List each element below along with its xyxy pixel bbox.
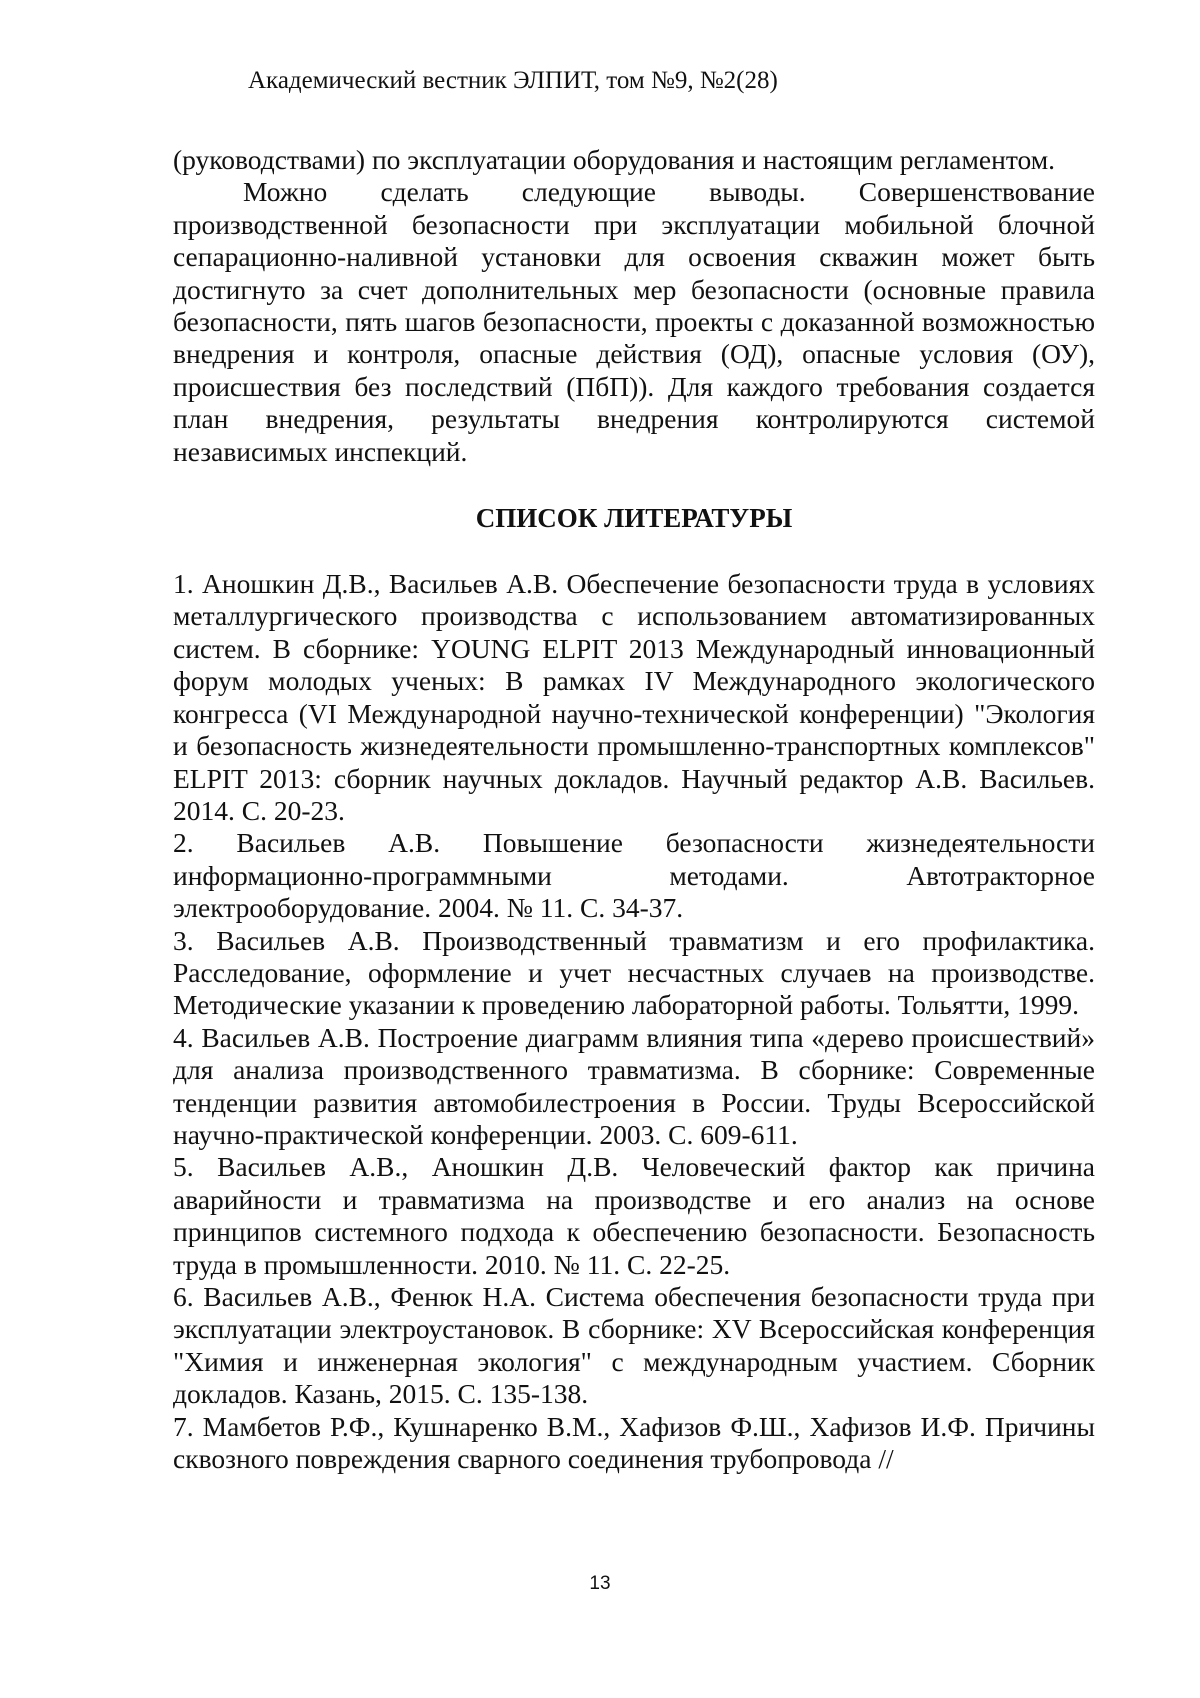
- reference-item: 1. Аношкин Д.В., Васильев А.В. Обеспечение безопасности труда в условиях металлургического производства с использованием автоматизированных систем. В сборнике: YOUNG ELPIT 2013 Международный инновационный форум молодых ученых: В рамках IV Международного экологического конгресса (VI Международной научно-технической конференции) "Экология и безопасность жизнедеятельности промышленно-транспортных комплексов" ELPIT 2013: сборник научных докладов. Научный редактор А.В. Васильев. 2014. С. 20-23.: [173, 568, 1095, 826]
- page-number: 13: [589, 1573, 611, 1594]
- main-text: [173, 144, 1095, 1475]
- running-header: Академический вестник ЭЛПИТ, том №9, №2(28): [248, 67, 778, 94]
- reference-item: 2. Васильев А.В. Повышение безопасности жизнедеятельности информационно-программными методами. Автотракторное электрооборудование. 2004. № 11. С. 34-37.: [173, 827, 1095, 924]
- references-list: [173, 568, 1095, 1475]
- continuation-paragraph: (руководствами) по эксплуатации оборудования и настоящим регламентом.: [173, 144, 1055, 175]
- reference-item: 5. Васильев А.В., Аношкин Д.В. Человеческий фактор как причина аварийности и травматизма на производстве и его анализ на основе принципов системного подхода к обеспечению безопасности. Безопасность труда в промышленности. 2010. № 11. С. 22-25.: [173, 1151, 1095, 1280]
- conclusion-paragraph: Можно сделать следующие выводы. Совершенствование производственной безопасности при эксплуатации мобильной блочной сепарационно-наливной установки для освоения скважин может быть достигнуто за счет дополнительных мер безопасности (основные правила безопасности, пять шагов безопасности, проекты с доказанной возможностью внедрения и контроля, опасные действия (ОД), опасные условия (ОУ), происшествия без последствий (ПбП)). Для каждого требования создается план внедрения, результаты внедрения контролируются системой независимых инспекций.: [173, 176, 1095, 467]
- reference-item: 3. Васильев А.В. Производственный травматизм и его профилактика. Расследование, оформление и учет несчастных случаев на производстве. Методические указании к проведению лабораторной работы. Тольятти, 1999.: [173, 924, 1095, 1021]
- reference-item: 6. Васильев А.В., Фенюк Н.А. Система обеспечения безопасности труда при эксплуатации электроустановок. В сборнике: XV Всероссийская конференция "Химия и инженерная экология" с международным участием. Сборник докладов. Казань, 2015. С. 135-138.: [173, 1281, 1095, 1410]
- references-title: СПИСОК ЛИТЕРАТУРЫ: [475, 503, 793, 534]
- reference-item: 7. Мамбетов Р.Ф., Кушнаренко В.М., Хафизов Ф.Ш., Хафизов И.Ф. Причины сквозного повреждения сварного соединения трубопровода //: [173, 1410, 1095, 1475]
- reference-item: 4. Васильев А.В. Построение диаграмм влияния типа «дерево происшествий» для анализа производственного травматизма. В сборнике: Современные тенденции развития автомобилестроения в России. Труды Всероссийской научно-практической конференции. 2003. С. 609-611.: [173, 1021, 1095, 1150]
